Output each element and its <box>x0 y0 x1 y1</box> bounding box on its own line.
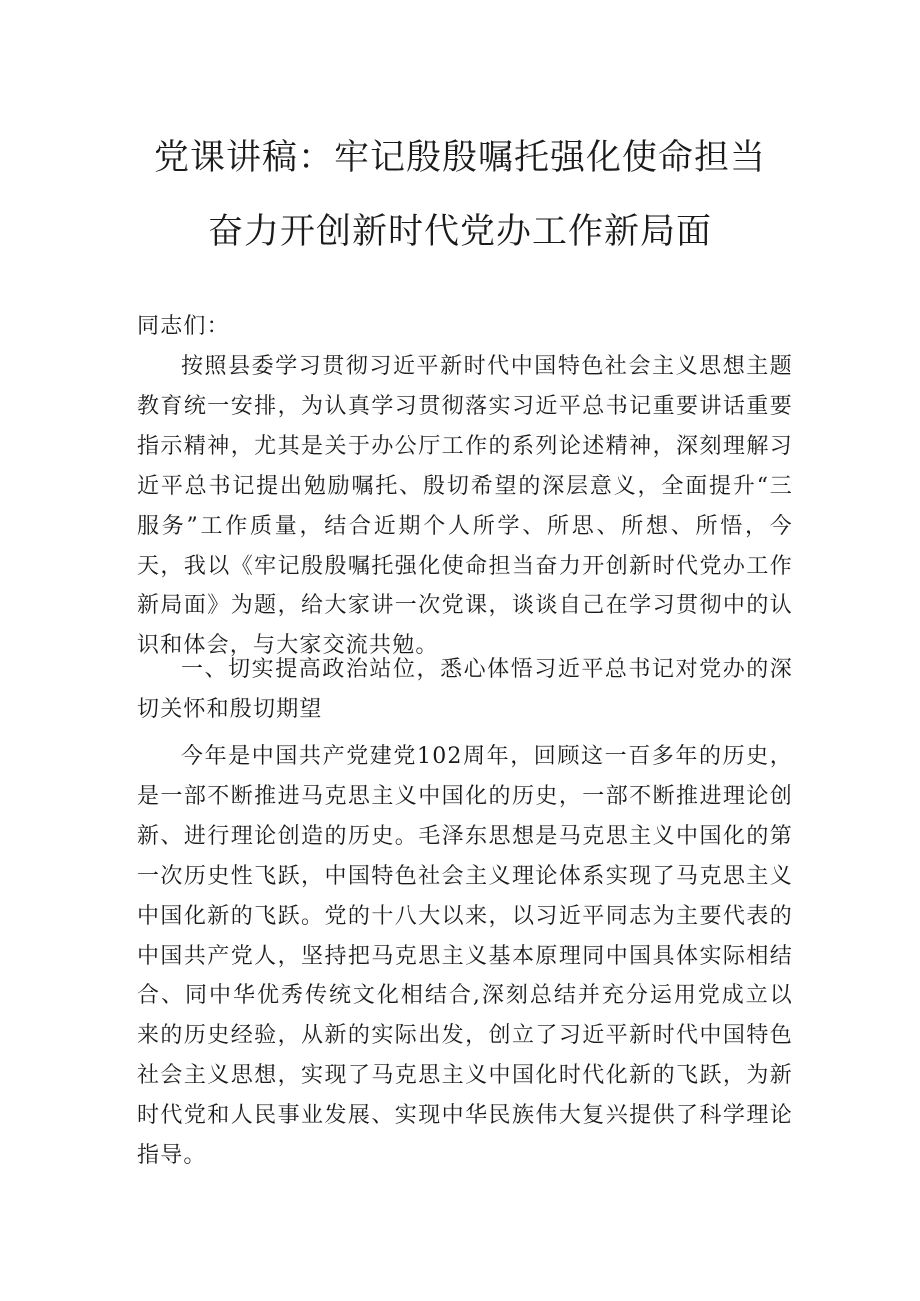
section-heading-block <box>137 650 793 730</box>
document-title-line-2: 奋力开创新时代党办工作新局面 <box>207 212 712 252</box>
document-title-line-1: 党课讲稿：牢记殷殷嘱托强化使命担当 <box>153 138 766 178</box>
salutation: 同志们： <box>137 314 230 339</box>
body-paragraph-block <box>137 737 793 1176</box>
intro-paragraph-block <box>137 347 793 666</box>
section-heading: 一、切实提高政治站位，悉心体悟习近平总书记对党办的深切关怀和殷切期望 <box>137 657 793 722</box>
intro-paragraph: 按照县委学习贯彻习近平新时代中国特色社会主义思想主题教育统一安排，为认真学习贯彻落实习近平总书记重要讲话重要指示精神，尤其是关于办公厅工作的系列论述精神，深刻理解习近平总书记提出勉励嘱托、殷切希望的深层意义，全面提升“三服务”工作质量，结合近期个人所学、所思、所想、所悟，今天，我以《牢记殷殷嘱托强化使命担当奋力开创新时代党办工作新局面》为题，给大家讲一次党课，谈谈自己在学习贯彻中的认识和体会，与大家交流共勉。 <box>137 354 793 659</box>
body-paragraph: 今年是中国共产党建党102周年，回顾这一百多年的历史，是一部不断推进马克思主义中国化的历史，一部不断推进理论创新、进行理论创造的历史。毛泽东思想是马克思主义中国化的第一次历史性飞跃，中国特色社会主义理论体系实现了马克思主义中国化新的飞跃。党的十八大以来，以习近平同志为主要代表的中国共产党人，坚持把马克思主义基本原理同中国具体实际相结合、同中华优秀传统文化相结合,深刻总结并充分运用党成立以来的历史经验，从新的实际出发，创立了习近平新时代中国特色社会主义思想，实现了马克思主义中国化时代化新的飞跃，为新时代党和人民事业发展、实现中华民族伟大复兴提供了科学理论指导。 <box>137 744 793 1169</box>
